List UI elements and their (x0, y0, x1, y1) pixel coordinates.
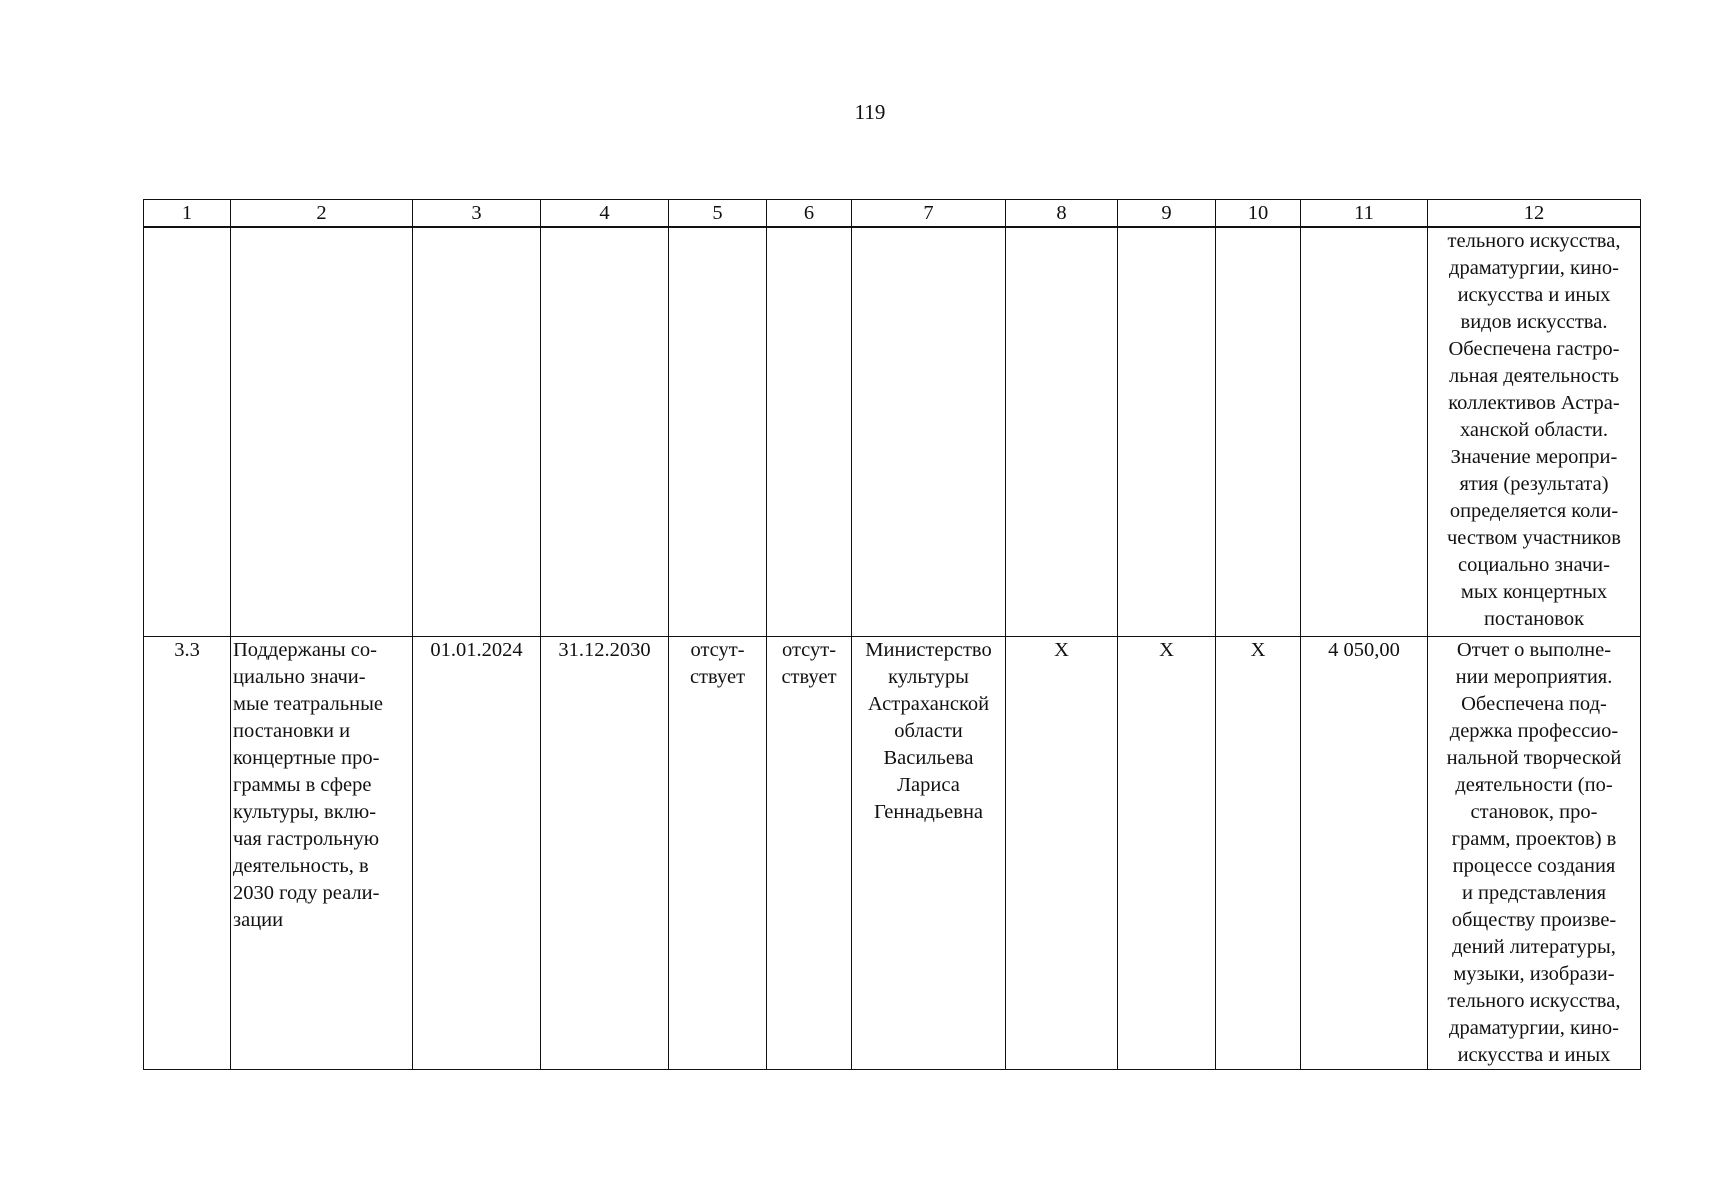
table-cell (541, 227, 669, 637)
column-6-cell: отсут- ствует (767, 637, 852, 1070)
column-header-8: 8 (1006, 200, 1118, 228)
table-cell (1006, 227, 1118, 637)
table-cell (1216, 227, 1301, 637)
column-header-6: 6 (767, 200, 852, 228)
column-header-12: 12 (1428, 200, 1641, 228)
column-header-1: 1 (144, 200, 231, 228)
column-header-11: 11 (1301, 200, 1428, 228)
table-cell (231, 227, 413, 637)
column-header-10: 10 (1216, 200, 1301, 228)
table-cell (144, 227, 231, 637)
continuation-row (144, 227, 1641, 637)
row-number-cell: 3.3 (144, 637, 231, 1070)
column-header-3: 3 (413, 200, 541, 228)
table-cell (852, 227, 1006, 637)
page-number: 119 (854, 100, 886, 124)
column-9-cell: X (1118, 637, 1216, 1070)
column-8-cell: X (1006, 637, 1118, 1070)
column-header-7: 7 (852, 200, 1006, 228)
continued-result-cell: тельного искусства, драматургии, кино- искусства и иных видов искусства. Обеспечена гастро- льная деятельность коллективов Астра- ханской области. Значение меропри- ятия (результата) определяется коли- чеством участников социально значи- мых концертных постановок (1428, 227, 1641, 637)
column-number-header-row (144, 200, 1641, 228)
column-10-cell: X (1216, 637, 1301, 1070)
responsible-cell: Министерство культуры Астраханской области Васильева Лариса Геннадьевна (852, 637, 1006, 1070)
table-cell (1301, 227, 1428, 637)
table-cell (669, 227, 767, 637)
activities-table (143, 199, 1641, 1070)
amount-cell: 4 050,00 (1301, 637, 1428, 1070)
column-5-cell: отсут- ствует (669, 637, 767, 1070)
start-date-cell: 01.01.2024 (413, 637, 541, 1070)
result-cell: Отчет о выполне- нии мероприятия. Обеспечена под- держка профессио- нальной творческой деятельности (по- становок, про- грамм, проектов) в процессе создания и представления обществу произве- дений литературы, музыки, изобрази- тельного искусства, драматургии, кино- искусства и иных (1428, 637, 1641, 1070)
table-cell (767, 227, 852, 637)
activity-name-cell: Поддержаны со- циально значи- мые театральные постановки и концертные про- граммы в сфере культуры, вклю- чая гастрольную деятельность, в 2030 году реали- зации (231, 637, 413, 1070)
table-cell (1118, 227, 1216, 637)
column-header-4: 4 (541, 200, 669, 228)
column-header-5: 5 (669, 200, 767, 228)
end-date-cell: 31.12.2030 (541, 637, 669, 1070)
table-row-3-3 (144, 637, 1641, 1070)
column-header-2: 2 (231, 200, 413, 228)
column-header-9: 9 (1118, 200, 1216, 228)
table-cell (413, 227, 541, 637)
